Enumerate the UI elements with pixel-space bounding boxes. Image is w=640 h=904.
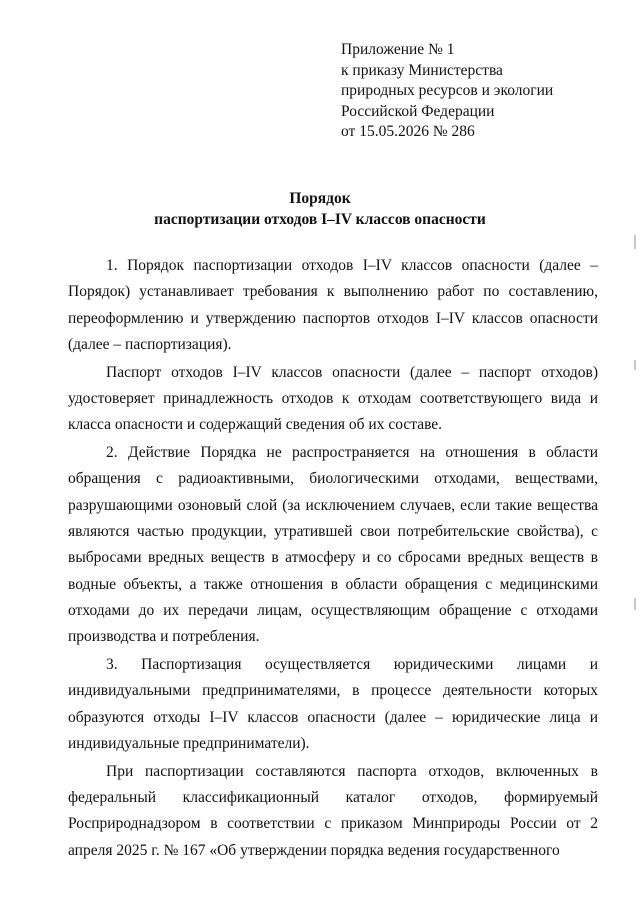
paragraph-4: 3. Паспортизация осуществляется юридическими лицами и индивидуальными предпринимателями, в процессе деятельности которых образуются отходы I–IV классов опасности (далее – юридические лица и индивидуальные предприниматели). xyxy=(68,655,598,752)
paragraph-2: Паспорт отходов I–IV классов опасности (далее – паспорт отходов) удостоверяет принадлежность отходов к отходам соответствующего вида и класса опасности и содержащий сведения об их составе. xyxy=(68,363,598,434)
title-line-1: Порядок xyxy=(289,190,351,207)
appendix-line: от 15.05.2026 № 286 xyxy=(341,123,475,140)
appendix-line: Приложение № 1 xyxy=(341,41,455,58)
document-body xyxy=(68,253,598,865)
scan-edge-mark xyxy=(634,235,636,249)
appendix-line: к приказу Министерства xyxy=(341,61,503,79)
document-title xyxy=(0,188,640,230)
scan-edge-mark xyxy=(634,360,636,370)
paragraph-3: 2. Действие Порядка не распространяется на отношения в области обращения с радиоактивными, биологическими отходами, веществами, разрушающими озоновый слой (за исключением случаев, если такие вещества являются частью продукции, утратившей свои потребительские свойства), с выбросами вредных веществ в атмосферу и со сбросами вредных веществ в водные объекты, а также отношения в области обращения с медицинскими отходами до их передачи лицам, осуществляющим обращение с отходами производства и потребления. xyxy=(68,444,598,646)
appendix-line: природных ресурсов и экологии xyxy=(341,82,554,99)
appendix-line: Российской Федерации xyxy=(341,102,495,120)
title-line-2: паспортизации отходов I–IV классов опасности xyxy=(154,211,486,228)
scan-edge-mark xyxy=(634,598,636,610)
paragraph-5: При паспортизации составляются паспорта отходов, включенных в федеральный классификационный каталог отходов, формируемый Росприроднадзором в соответствии с приказом Минприроды России от 2 апреля 2025 г. № 167 «Об утверждении порядка ведения государственного xyxy=(68,762,598,859)
paragraph-1: 1. Порядок паспортизации отходов I–IV классов опасности (далее – Порядок) устанавливает требования к выполнению работ по составлению, переоформлению и утверждению паспортов отходов I–IV классов опасности (далее – паспортизация). xyxy=(68,257,598,353)
appendix-header xyxy=(341,40,553,143)
